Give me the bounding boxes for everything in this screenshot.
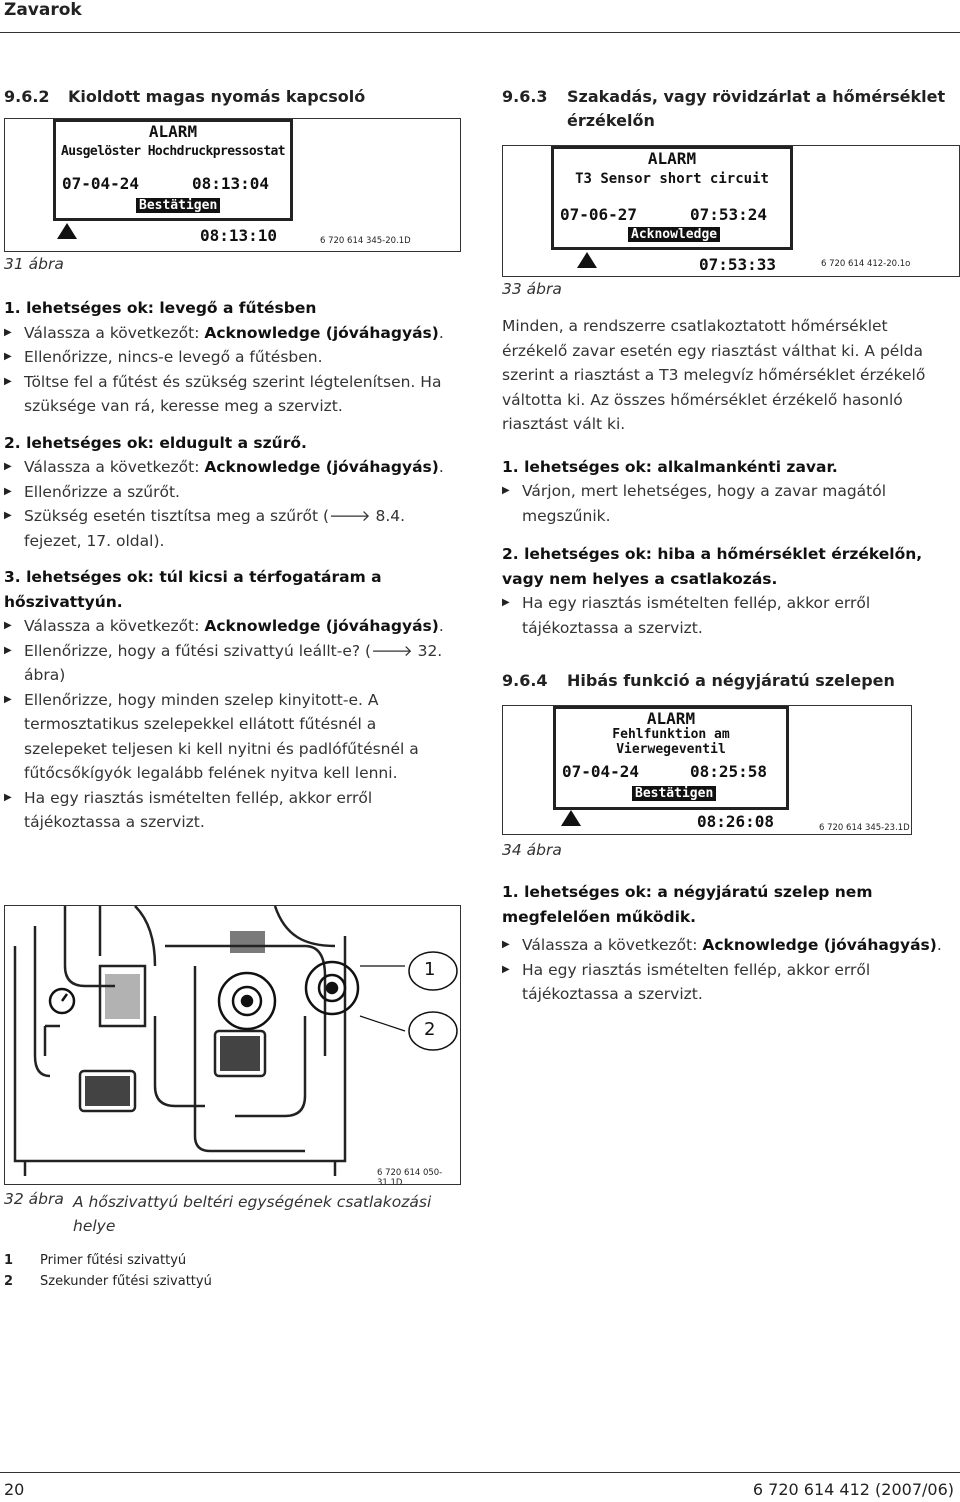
cause-heading: 1. lehetséges ok: a négyjáratú szelep nem megfelelően működik. xyxy=(502,883,873,926)
alarm-display xyxy=(553,706,789,810)
figure-caption-number: 32 ábra xyxy=(4,1190,64,1208)
alarm-message-line1: Fehlfunktion am xyxy=(612,727,730,742)
figure-31 xyxy=(4,118,461,252)
pump-illustration xyxy=(5,906,460,1184)
bullet-item: ▶ Szükség esetén tisztítsa meg a szűrőt (🡒 8.4. fejezet, 17. oldal). xyxy=(4,504,459,553)
clock: 08:13:10 xyxy=(200,226,278,245)
alarm-date: 07-04-24 xyxy=(62,174,140,193)
figure-32 xyxy=(4,905,461,1185)
alarm-date: 07-04-24 xyxy=(562,762,640,781)
section-number: 9.6.2 xyxy=(4,87,50,106)
figure-caption: 31 ábra xyxy=(4,255,64,273)
legend-item: 2 Szekunder fűtési szivattyú xyxy=(4,1274,212,1289)
figure-caption: 34 ábra xyxy=(502,841,562,859)
clock: 07:53:33 xyxy=(699,255,777,274)
header-rule xyxy=(0,32,960,33)
cause-heading: 3. lehetséges ok: túl kicsi a térfogatáram a hőszivattyún. xyxy=(4,568,382,611)
alarm-time: 08:13:04 xyxy=(192,174,270,193)
confirm-button: Bestätigen xyxy=(632,786,716,801)
bullet-item: ▶ Ha egy riasztás ismételten fellép, akkor erről tájékoztassa a szervizt. xyxy=(4,786,459,835)
cause-heading: 2. lehetséges ok: hiba a hőmérséklet érzékelőn, vagy nem helyes a csatlakozás. xyxy=(502,545,923,588)
running-header: Zavarok xyxy=(4,0,82,20)
figure-legend xyxy=(4,1250,212,1292)
figure-caption-text: A hőszivattyú beltéri egységének csatlakozási helye xyxy=(73,1193,432,1235)
cause-heading: 1. lehetséges ok: levegő a fűtésben xyxy=(4,299,317,317)
alarm-time: 07:53:24 xyxy=(690,205,768,224)
figure-ref: 6 720 614 050-31.1D xyxy=(377,1168,443,1185)
figure-ref: 6 720 614 345-23.1D xyxy=(819,823,910,833)
figure-caption: 33 ábra xyxy=(502,280,562,298)
section-number: 9.6.3 xyxy=(502,87,548,106)
callout-1: 1 xyxy=(424,959,436,980)
bell-icon xyxy=(577,252,597,268)
confirm-button: Bestätigen xyxy=(136,198,220,213)
alarm-message-line2: Vierwegeventil xyxy=(616,742,726,757)
figure-ref: 6 720 614 345-20.1D xyxy=(320,236,411,246)
alarm-message: T3 Sensor short circuit xyxy=(575,171,769,187)
bullet-item: ▶ Válassza a következőt: Acknowledge (jóváhagyás). xyxy=(4,614,459,639)
cause-heading: 2. lehetséges ok: eldugult a szűrő. xyxy=(4,433,307,452)
section-title: Kioldott magas nyomás kapcsoló xyxy=(68,87,366,106)
alarm-title: ALARM xyxy=(646,709,696,728)
footer-rule xyxy=(0,1472,960,1473)
bullet-item: ▶ Ellenőrizze, hogy a fűtési szivattyú leállt-e? (🡒 32. ábra) xyxy=(4,639,459,688)
bullet-item: ▶ Válassza a következőt: Acknowledge (jóváhagyás). xyxy=(4,455,459,480)
section-title: Szakadás, vagy rövidzárlat a hőmérséklet érzékelőn xyxy=(567,87,946,130)
alarm-date: 07-06-27 xyxy=(560,205,638,224)
section-number: 9.6.4 xyxy=(502,671,548,690)
bullet-item: ▶ Várjon, mert lehetséges, hogy a zavar magától megszűnik. xyxy=(502,479,947,528)
section-title: Hibás funkció a négyjáratú szelepen xyxy=(567,671,895,690)
legend-item: 1 Primer fűtési szivattyú xyxy=(4,1253,187,1268)
figure-ref: 6 720 614 412-20.1o xyxy=(821,259,911,269)
bullet-item: ▶ Válassza a következőt: Acknowledge (jóváhagyás). xyxy=(4,321,459,346)
bullet-item: ▶ Ha egy riasztás ismételten fellép, akkor erről tájékoztassa a szervizt. xyxy=(502,591,947,640)
acknowledge-button: Acknowledge xyxy=(628,227,720,242)
alarm-time: 08:25:58 xyxy=(690,762,768,781)
alarm-message: Ausgelöster Hochdruckpressostat xyxy=(60,144,286,159)
paragraph: Minden, a rendszerre csatlakoztatott hőmérséklet érzékelő zavar esetén egy riasztást válthat ki. A példa szerint a riasztást a T3 melegvíz hőmérséklet érzékelő váltotta ki. Az összes hőmérséklet érzékelő hasonló riasztást vált ki. xyxy=(502,317,926,433)
cause-heading: 1. lehetséges ok: alkalmankénti zavar. xyxy=(502,457,838,476)
figure-34 xyxy=(502,705,912,835)
alarm-display xyxy=(53,119,293,221)
alarm-title: ALARM xyxy=(148,122,198,141)
bullet-item: ▶ Ellenőrizze a szűrőt. xyxy=(4,480,459,505)
callout-2: 2 xyxy=(424,1019,436,1040)
clock: 08:26:08 xyxy=(697,812,775,831)
bell-icon xyxy=(57,223,77,239)
document-number: 6 720 614 412 (2007/06) xyxy=(752,1480,954,1499)
bullet-item: ▶ Válassza a következőt: Acknowledge (jóváhagyás). xyxy=(502,933,952,958)
alarm-title: ALARM xyxy=(647,149,697,168)
bullet-item: ▶ Ha egy riasztás ismételten fellép, akkor erről tájékoztassa a szervizt. xyxy=(502,958,952,1007)
bullet-item: ▶ Ellenőrizze, nincs-e levegő a fűtésben. xyxy=(4,345,459,370)
figure-33 xyxy=(502,145,960,277)
page-number: 20 xyxy=(4,1480,25,1499)
bullet-item: ▶ Töltse fel a fűtést és szükség szerint légtelenítsen. Ha szüksége van rá, keresse meg a szervizt. xyxy=(4,370,459,419)
bell-icon xyxy=(561,810,581,826)
alarm-display xyxy=(551,146,793,250)
bullet-item: ▶ Ellenőrizze, hogy minden szelep kinyitott-e. A termosztatikus szelepekkel ellátott fűtésnél a szelepeket teljesen ki kell nyitni és padlófűtésnél a fűtőcsőkígyók legalább felének nyitva kell lenni. xyxy=(4,688,459,786)
